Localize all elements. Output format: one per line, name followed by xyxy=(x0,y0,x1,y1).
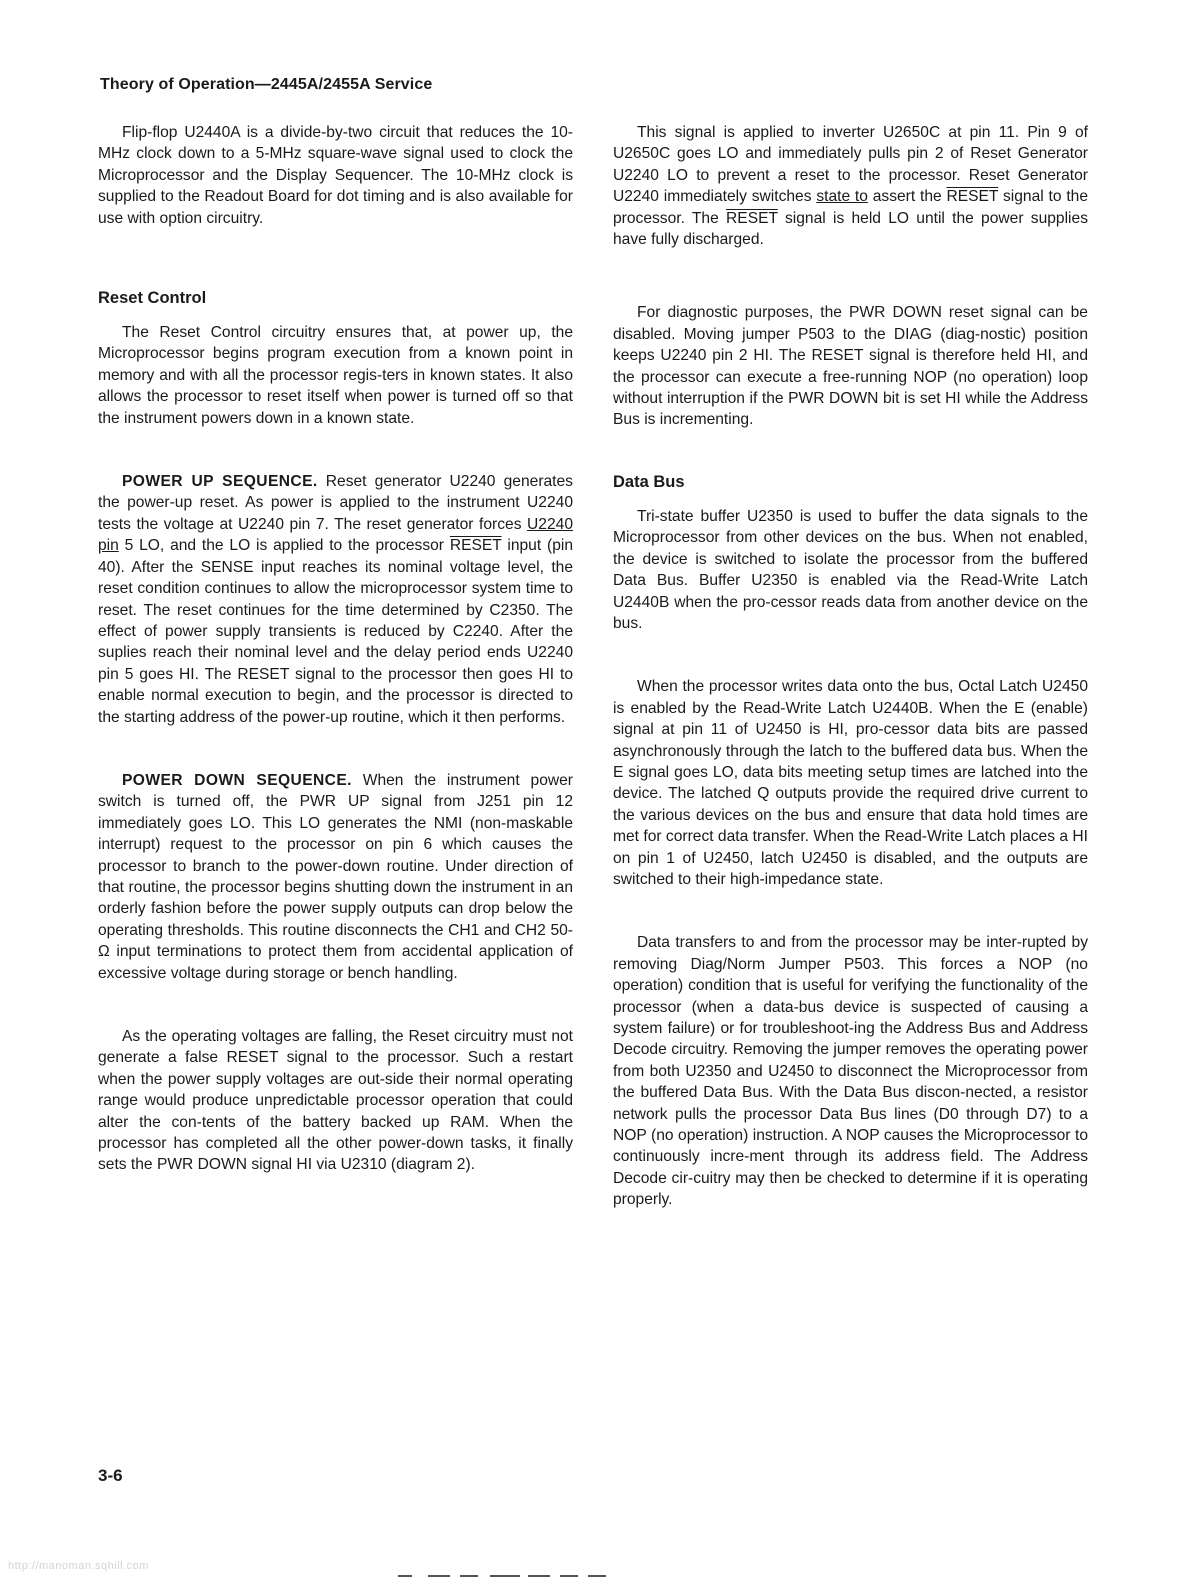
power-down-text: When the instrument power switch is turned off, the PWR UP signal from J251 pin 12 immediately goes LO. This LO generates the NMI (non-maskable interrupt) request to the processor on pin 6 which causes the processor to branch to the power-down routine. Under direction of that routine, the processor begins shutting down the instrument in an orderly fashion before the power supply outputs can drop below the operating thresholds. This routine disconnects the CH1 and CH2 50-Ω input terminations to protect them from accidental application of excessive voltage during storage or bench handling. xyxy=(98,771,573,982)
power-up-underlined-text: U2240 pin xyxy=(98,515,573,555)
reset-overline-term-1: RESET xyxy=(946,188,999,206)
data-bus-heading: Data Bus xyxy=(613,472,685,491)
scan-dash xyxy=(588,1575,606,1577)
scan-dash xyxy=(490,1575,520,1577)
scan-dash xyxy=(398,1575,412,1577)
power-down-paragraph xyxy=(98,770,573,984)
scan-artifact-dashes xyxy=(398,1574,608,1578)
inverter-text-2: assert the xyxy=(867,188,947,206)
inverter-text-4: signal is held LO until the power supplies have fully discharged. xyxy=(613,209,1088,249)
scan-dash xyxy=(528,1575,550,1577)
inverter-underlined-text: state to xyxy=(816,188,868,206)
power-up-text-1: Reset generator U2240 generates the power-up reset. As power is applied to the instrument U2240 tests the voltage at U2240 pin 7. The reset generator forces xyxy=(98,473,573,533)
falling-voltages-paragraph: As the operating voltages are falling, the Reset circuitry must not generate a false RESET signal to the processor. Such a restart when the power supply voltages are out-side their normal operating range would produce unpredictable processor operation that could alter the con-tents of the battery backed up RAM. When the processor has completed all the other power-down tasks, it finally sets the PWR DOWN signal HI via U2310 (diagram 2). xyxy=(98,1028,573,1174)
left-column xyxy=(98,122,573,1176)
inverter-paragraph xyxy=(613,122,1088,250)
processor-writes-paragraph: When the processor writes data onto the bus, Octal Latch U2450 is enabled by the Read-Write Latch U2440B. When the E (enable) signal at pin 11 of U2450 is HI, pro-cessor data bits are passed asynchronously through the latch to the buffered data bus. When the E signal goes LO, data bits meeting setup times are latched into the device. The latched Q outputs provide the required drive current to the various devices on the bus and ensure that data hold times are met for correct data transfer. When the Read-Write Latch places a HI on pin 1 of U2450, latch U2450 is disabled, and the outputs are switched to their high-impedance state. xyxy=(613,678,1088,888)
page-number: 3-6 xyxy=(98,1466,123,1485)
inverter-text-3: signal to the processor. The xyxy=(613,188,1088,227)
reset-control-heading: Reset Control xyxy=(98,289,207,308)
reset-overline-term-2: RESET xyxy=(726,209,778,227)
data-transfers-paragraph: Data transfers to and from the processor may be inter-rupted by removing Diag/Norm Jumper P503. This forces a NOP (no operation) condition that is useful for verifying the functionality of the processor (when a data-bus device is suspected of causing a system failure) or for troubleshoot-ing the Address Bus and Address Decode circuitry. Removing the jumper removes the operating power from both U2350 and U2450 to disconnect the Microprocessor from the buffered Data Bus. With the Data Bus discon-nected, a resistor network pulls the processor Data Bus lines (D0 through D7) to a NOP (no operation) instruction. A NOP causes the Microprocessor to continuously incre-ment through its address field. The Address Decode cir-cuitry may then be checked to determine if it is operating properly. xyxy=(613,934,1088,1209)
running-header: Theory of Operation—2445A/2455A Service xyxy=(100,76,433,93)
footer-url-watermark: http://manoman.sqhill.com xyxy=(8,1560,149,1572)
scan-dash xyxy=(560,1575,578,1577)
reset-control-paragraph: The Reset Control circuitry ensures that, at power up, the Microprocessor begins program execution from a known point in memory and with all the processor regis-ters in known states. It also allows the processor to reset itself when power is turned off so that the instrument powers down in a known state. xyxy=(98,324,573,427)
diagnostic-paragraph: For diagnostic purposes, the PWR DOWN reset signal can be disabled. Moving jumper P503 to the DIAG (diag-nostic) position keeps U2240 pin 2 HI. The RESET signal is therefore held HI, and the processor can execute a free-running NOP (no operation) loop without interruption if the PWR DOWN bit is set HI while the Address Bus is incrementing. xyxy=(613,304,1088,429)
flipflop-paragraph: Flip-flop U2440A is a divide-by-two circuit that reduces the 10-MHz clock down to a 5-MHz square-wave signal used to clock the Microprocessor and the Display Sequencer. The 10-MHz clock is supplied to the Readout Board for dot timing and is also available for use with option circuitry. xyxy=(98,124,573,227)
scan-dash xyxy=(428,1575,450,1577)
tristate-paragraph: Tri-state buffer U2350 is used to buffer the data signals to the Microprocessor from other devices on the bus. When not enabled, the device is switched to isolate the processor from the buffered Data Bus. Buffer U2350 is enabled via the Read-Write Latch U2440B when the pro-cessor reads data from another device on the bus. xyxy=(613,507,1088,632)
power-up-text-2: 5 LO, and the LO is applied to the processor xyxy=(118,537,450,555)
inverter-text-1: This signal is applied to inverter U2650C at pin 11. Pin 9 of U2650C goes LO and immediately pulls pin 2 of Reset Generator U2240 LO to prevent a reset to the processor. Reset Generator U2240 immediately switches xyxy=(613,124,1088,206)
power-up-paragraph xyxy=(98,471,573,728)
right-column xyxy=(613,122,1088,1211)
reset-overline-term: RESET xyxy=(449,537,502,555)
power-up-text-3: input (pin 40). After the SENSE input reaches its nominal voltage level, the reset condition continues to allow the microprocessor system time to reset. The reset continues for the time determined by C2350. The effect of power supply transients is reduced by C2240. After the suplies reach their nominal level and the delay period ends U2240 pin 5 goes HI. The RESET signal to the processor then goes HI to enable normal execution to begin, and the processor is directed to the starting address of the power-up routine, which it then performs. xyxy=(98,537,573,726)
power-up-runin-heading: POWER UP SEQUENCE. xyxy=(122,473,318,491)
scan-dash xyxy=(460,1575,478,1577)
power-down-runin-heading: POWER DOWN SEQUENCE. xyxy=(122,771,352,789)
